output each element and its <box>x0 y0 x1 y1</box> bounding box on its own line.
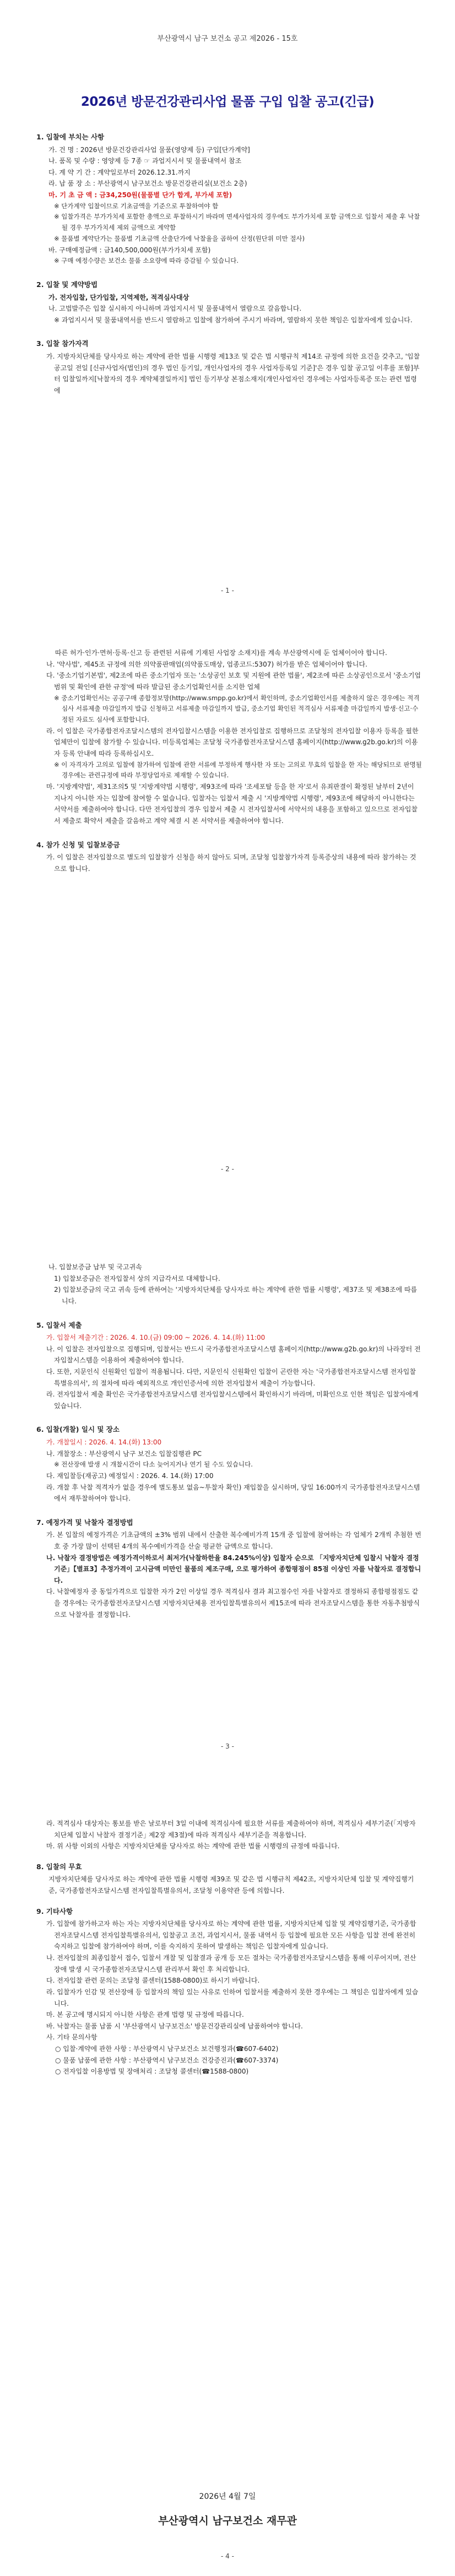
submission: 라. 전자입찰서 제출 확인은 국가종합전자조달시스템 전자입찰시스템에서 확인하시기 바라며, 미확인으로 인한 책임은 입찰자에게 있습니다. <box>46 1390 419 1410</box>
note: ※ 단가계약 입찰이므로 기초금액을 기준으로 투찰하여야 함 <box>54 202 219 210</box>
award: 다. 낙찰예정자 중 동일가격으로 입찰한 자가 2인 이상일 경우 적격심사 결과 최고점수인 자를 낙찰자로 결정하되 종합평점점도 같을 경우에는 국가종합전자조달시스템 지방자치단체용 전자입찰특별유의서 제15조에 따라 전자조달시스템을 통한 자동추첨방식으로 낙찰자를 결정합니다. <box>46 1588 420 1619</box>
sign-org: 부산광역시 남구보건소 재무관 <box>158 2515 297 2527</box>
deposit: 가. 이 입찰은 전자입찰으로 별도의 입찰참가 신청을 하지 않아도 되며, 조달청 입찰참가자격 등록증상의 내용에 따라 참가하는 것으로 합니다. <box>46 853 416 873</box>
section-heading: 8. 입찰의 무효 <box>36 1862 82 1871</box>
section-heading: 6. 입찰(개찰) 일시 및 장소 <box>36 1425 120 1434</box>
section-1 <box>36 126 422 396</box>
invalid-bid: 지방자치단체를 당사자로 하는 계약에 관한 법률 시행령 제39조 및 같은 법 시행규칙 제42조, 지방자치단체 입찰 및 계약집행기준, 국가종합전자조달시스템 전자입찰특별유의서, 조달청 이용약관 등에 의합니다. <box>48 1875 414 1895</box>
section-7-cont <box>36 1818 422 2077</box>
award: 가. 본 입찰의 예정가격은 기초금액의 ±3% 범위 내에서 산출한 복수예비가격 15개 중 입찰에 참여하는 각 업체가 2개씩 추첨한 번호 중 가장 많이 선택된 4개의 복수예비가격을 산술 평균한 금액으로 합니다. <box>46 1531 421 1550</box>
misc-item: 나. 전자입찰의 최종입찰서 접수, 입찰서 개찰 및 입찰결과 공개 등 모든 절차는 국가종합전자조달시스템을 통해 이루어지며, 전산장애 발생 시 국가종합전자조달시스템 관리부서 확인 후 처리합니다. <box>46 1954 416 1973</box>
opening-time: 가. 개찰일시 : 2026. 4. 14.(화) 13:00 <box>46 1438 162 1446</box>
section-heading: 2. 입찰 및 계약방법 <box>36 280 98 289</box>
misc-item: 다. 전자입찰 관련 문의는 조달청 콜센터(1588-0800)로 하시기 바랍니다. <box>46 1977 260 1985</box>
deposit-item: 2) 입찰보증금의 국고 귀속 등에 관하여는 '지방자치단체를 당사자로 하는 계약에 관한 법률 시행령', 제37조 및 제38조에 따릅니다. <box>54 1286 418 1305</box>
misc-item: 마. 본 공고에 명시되지 아니한 사항은 관계 법령 및 규정에 따릅니다. <box>46 2011 244 2019</box>
bid-line: 나. 고법발주은 입찰 실시하지 아니하며 과업지시서 및 물품내역서 열람으로 갈음합니다. <box>48 305 302 313</box>
item-base-amount: 마. 기 초 금 액 : 금34,250원(물품별 단가 합계, 부가세 포함) <box>48 191 232 199</box>
item-period: 다. 계 약 기 간 : 계약일로부터 2026.12.31.까지 <box>48 168 191 176</box>
section-3-cont <box>36 647 422 874</box>
note: ※ 중소기업확인서는 공공구매 종합정보망(http://www.smpp.go.kr)에서 확인하며, 중소기업확인서를 제출하지 않은 경우에는 적격심사 서류제출 마감일까지 발급 신청하고 서류제출 마감일까지 발급, 중소기업 확인된 적격심사 서류제출 마감일까지 발생·신고·수정된 자료도 심사에 포함합니다. <box>54 694 420 724</box>
page-title: 2026년 방문건강관리사업 물품 구입 입찰 공고(긴급) <box>80 95 375 109</box>
section-heading: 1. 입찰에 부치는 사항 <box>36 133 105 141</box>
submission: 다. 또한, 지문인식 신원확인 입찰이 적용됩니다. 다만, 지문인식 신원확인 입찰이 곤란한 자는 '국가종합전자조달시스템 전자입찰특별유의서', 의 절차에 따라 예외적으로 개인인증서에 의한 전자입찰서 제출이 가능합니다. <box>46 1367 416 1387</box>
contact: ○ 입찰·계약에 관한 사항 : 부산광역시 남구보건소 보건행정과(☎607-6402) <box>55 2045 279 2053</box>
page-number: - 2 - <box>221 1165 234 1173</box>
note: ※ 이 자격자가 고의로 입찰에 참가하여 입찰에 관한 서류에 부정하게 행사한 자 또는 고의로 무효의 입찰을 한 자는 해당되므로 판명될 경우에는 관련규정에 따라 부정당업자로 제재할 수 있습니다. <box>54 760 422 780</box>
award: 라. 적격심사 대상자는 통보를 받은 날로부터 3일 이내에 적격심사에 필요한 서류를 제출하여야 하며, 적격심사 세부기준(｢지방자치단체 입찰시 낙찰자 결정기준｣ 제2장 제3절)에 따라 적격심사 세부기준을 적용합니다. <box>46 1820 416 1839</box>
item-name: 가. 건 명 : 2026년 방문건강관리사업 물품(영양제 등) 구입[단가계약] <box>48 145 250 154</box>
page-number: - 1 - <box>221 587 234 594</box>
contact: ○ 전자입찰 이용방법 및 장애처리 : 조달청 콜센터(☎1588-0800) <box>55 2068 249 2076</box>
page-number: - 4 - <box>221 2552 234 2560</box>
section-heading: 9. 기타사항 <box>36 1907 73 1915</box>
rebid-time: 다. 재입찰등(재공고) 예정일시 : 2026. 4. 14.(화) 17:00 <box>46 1471 214 1480</box>
qualification: 라. 이 입찰은 국가종합전자조달시스템의 전자입찰시스템을 이용한 전자입찰로 집행하므로 조달청의 전자입찰 이용자 등록을 필한 업체만이 입찰에 참가할 수 있습니다. 미등록업체는 조달청 국가종합전자조달시스템 홈페이지(http://www.g2b.go.kr)의 이용자 등록 안내에 따라 등록하십시오. <box>46 727 419 758</box>
deposit-item: 1) 입찰보증금은 전자입찰서 상의 지급각서로 대체합니다. <box>54 1274 220 1282</box>
page-number: - 3 - <box>221 1742 234 1750</box>
note: ※ 물품별 계약단가는 물품별 기초금액 산출단가에 낙찰율을 곱하여 산정(원단위 미만 절사) <box>54 234 305 242</box>
item-quantity: 나. 품목 및 수량 : 영양제 등 7종 ☞ 과업지시서 및 물품내역서 참조 <box>48 157 242 165</box>
note: ※ 구매 예정수량은 보건소 물품 소요량에 따라 증감될 수 있습니다. <box>54 257 239 265</box>
award: 마. 위 사항 이외의 사항은 지방자치단체를 당사자로 하는 계약에 관한 법률 시행령의 규정에 따릅니다. <box>46 1842 340 1850</box>
qualification-cont: 따른 허가·인가·면허·등록·신고 등 관련된 서류에 기재된 사업장 소재지)를 계속 부산광역시에 둔 업체이어야 합니다. <box>55 649 387 657</box>
sign-date: 2026년 4월 7일 <box>199 2492 256 2501</box>
misc-item: 라. 입찰자가 인감 및 전산장애 등 입찰자의 책임 있는 사유로 인하여 입찰서를 제출하지 못한 경우에는 그 책임은 입찰자에게 있습니다. <box>46 1988 419 2007</box>
submission-period: 가. 입찰서 제출기간 : 2026. 4. 10.(금) 09:00 ~ 2026. 4. 14.(화) 11:00 <box>46 1334 266 1341</box>
section-4-cont <box>36 1262 422 1620</box>
section-heading: 4. 참가 신청 및 입찰보증금 <box>36 840 120 849</box>
bid-note: ※ 과업지시서 및 물품내역서를 반드시 열람하고 입찰에 참가하여 주시기 바라며, 열람하지 못한 책임은 입찰자에게 있습니다. <box>54 316 413 324</box>
misc-item: 사. 기타 문의사항 <box>46 2033 98 2042</box>
misc-item: 바. 낙찰자는 물품 납품 시 '부산광역시 남구보건소' 방문건강관리실에 납품하여야 합니다. <box>46 2022 303 2030</box>
qualification: 가. 지방자치단체를 당사자로 하는 계약에 관한 법률 시행령 제13조 및 같은 법 시행규칙 제14조 규정에 의한 요건을 갖추고, '입찰 공고일 전일 [신규사업자(법인)의 경우 법인 등기일, 개인사업자의 경우 사업자등록일 기준]'은 경우 입찰 공고일 이후를 포함]부터 입찰일까지[낙찰자의 경우 계약체결일까지] 법인 등기부상 본점소재지(개인사업자인 경우에는 사업자등록증 또는 관련 법령에 <box>46 352 420 394</box>
item-budget: 바. 구매예정금액 : 금140,500,000원(부가가치세 포함) <box>48 246 211 254</box>
qualification: 다. '중소기업기본법', 제2조에 따른 중소기업자 또는 '소상공인 보호 및 지원에 관한 법률', 제2조에 따른 소상공인으로서 '중소기업 범위 및 확인에 관한 규정'에 따라 발급된 중소기업확인서를 소지한 업체 <box>46 672 421 691</box>
opening-place: 나. 개찰장소 : 부산광역시 남구 보건소 입찰집행관 PC <box>46 1449 202 1458</box>
bid-method: 가. 전자입찰, 단가입찰, 지역제한, 적격심사대상 <box>48 293 189 301</box>
section-heading: 3. 입찰 참가자격 <box>36 339 89 348</box>
item-place: 라. 납 품 장 소 : 부산광역시 남구보건소 방문건강관리실(보건소 2층) <box>48 180 247 188</box>
note: ※ 입찰가격은 부가가치세 포함한 총액으로 투찰하시기 바라며 면세사업자의 경우에도 부가가치세 포함 금액으로 입찰서 제출 후 낙찰될 경우 부가가치세 제외 금액으로 계약함 <box>54 213 420 232</box>
section-heading: 5. 입찰서 제출 <box>36 1321 82 1329</box>
misc-item: 가. 입찰에 참가하고자 하는 자는 지방자치단체를 당사자로 하는 계약에 관한 법률, 지방자치단체 입찰 및 계약집행기준, 국가종합전자조달시스템 전자입찰특별유의서, 입찰공고 조건, 과업지시서, 물품 내역서 등 입찰에 필요한 모든 사항을 입찰 전에 완전히 숙지하고 입찰에 참가하여야 하며, 이를 숙지하지 못하여 발생하는 책임은 입찰자에게 있습니다. <box>46 1920 416 1951</box>
submission: 나. 이 입찰은 전자입찰으로 집행되며, 입찰서는 반드시 국가종합전자조달시스템 홈페이지(http://www.g2b.go.kr)의 나라장터 전자입찰시스템을 이용하여 제출하여야 합니다. <box>46 1345 421 1365</box>
contact: ○ 물품 납품에 관한 사항 : 부산광역시 남구보건소 건강증진과(☎607-3374) <box>55 2056 279 2064</box>
award: 나. 낙찰자 결정방법은 예정가격이하로서 최저가(낙찰하한율 84.245%이상) 입찰자 순으로 「지방자치단체 입찰시 낙찰자 결정기준」【별표3】추정가격이 고시금액 미만인 물품의 제조구매, 으로 평가하여 종합평점이 85점 이상인 자를 낙찰자로 결정합니다. <box>46 1554 421 1584</box>
section-heading: 7. 예정가격 및 낙찰자 결정방법 <box>36 1518 133 1527</box>
rebid: 라. 개찰 후 낙찰 적격자가 없을 경우에 별도통보 없음~투찰자 확인) 재입찰을 실시하며, 당일 16:00까지 국가종합전자조달시스템에서 재투찰하여야 합니다. <box>46 1483 420 1503</box>
qualification: 마. '지방계약법', 제31조의5 및 '지방계약법 시행령', 제93조에 따라 '조세포탈 등을 한 자'로서 유죄판결이 확정된 날부터 2년이 지나지 아니한 자는 입찰에 참여할 수 없습니다. 입찰자는 입찰서 제출 시 '지방계약법 시행령', 제93조에 해당하지 아니한다는 서약서를 제출하여야 합니다. 다만 전자입찰의 경우 입찰서 제출 시 전자입찰서에 서약서의 내용을 포함하고 있으므로 전자입찰서 제출로 확약서 제출을 갈음하고 계약 체결 시 본 서약서를 제출하여야 합니다. <box>46 783 418 825</box>
note: ※ 전산장애 발생 시 개찰시간이 다소 늦어지거나 연기 될 수도 있습니다. <box>54 1460 253 1469</box>
qualification: 나. '약사법', 제45조 규정에 의한 의약품판매업(의약품도매상, 업종코드:5307) 허가를 받은 업체이어야 합니다. <box>46 660 367 668</box>
notice-number: 부산광역시 남구 보건소 공고 제2026 - 15호 <box>157 35 298 43</box>
deposit-title: 나. 입찰보증금 납부 및 국고귀속 <box>48 1263 142 1271</box>
